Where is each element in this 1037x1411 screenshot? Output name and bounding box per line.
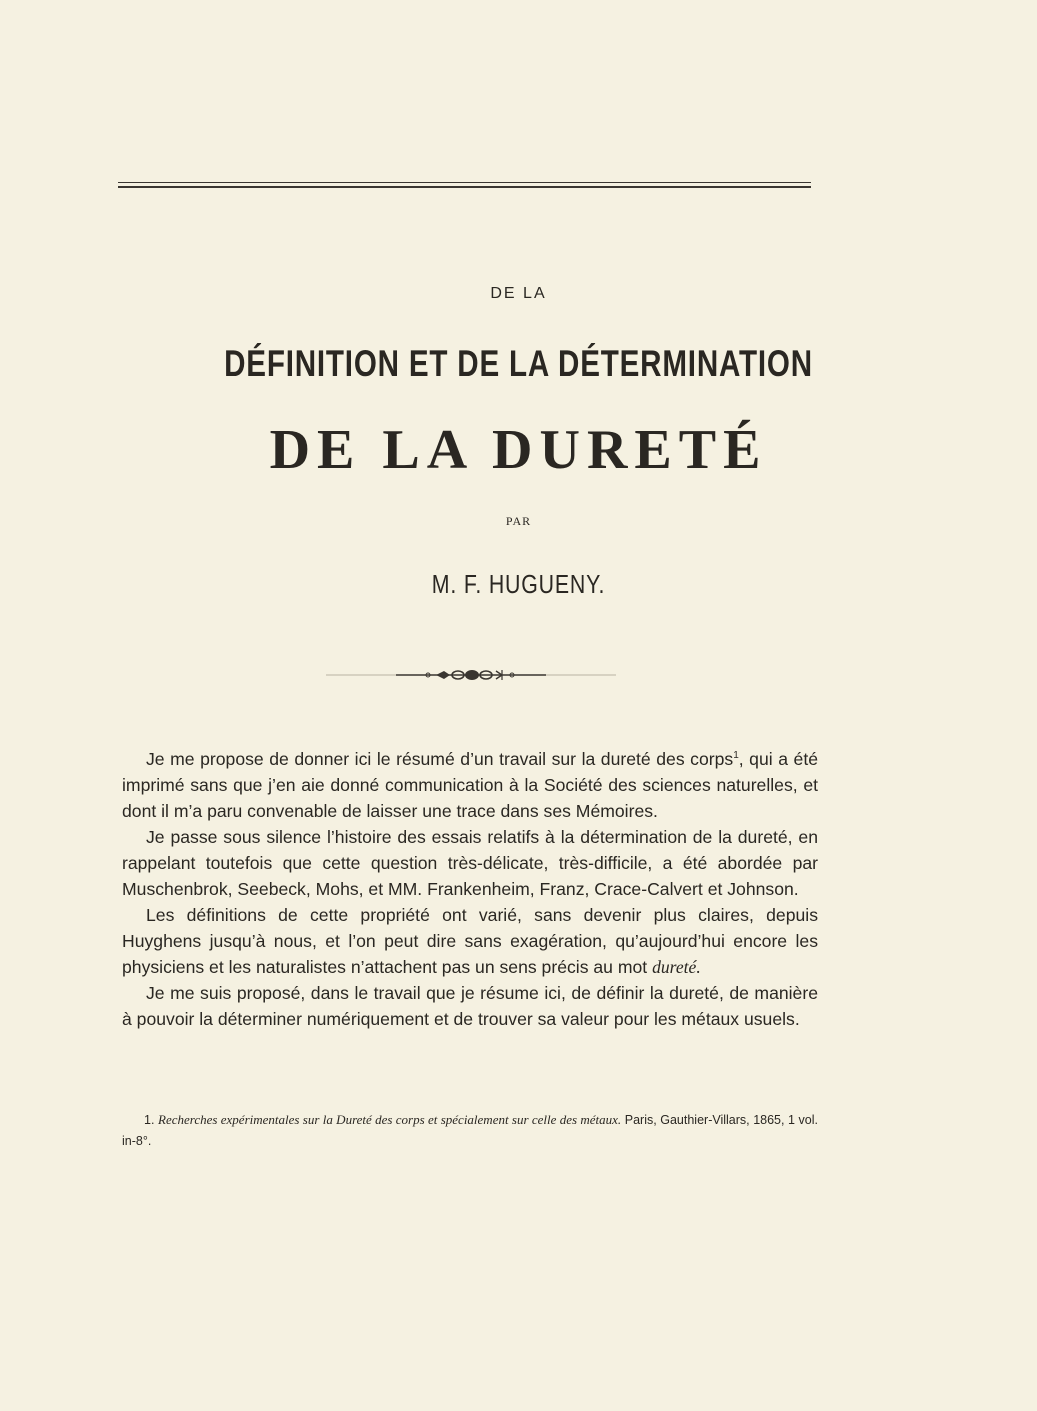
ornament-divider-icon: [326, 668, 616, 682]
body-text: [122, 746, 818, 1032]
footnote-title: Recherches expérimentales sur la Dureté des corps et spécialement sur celle des métaux.: [158, 1112, 622, 1127]
author-name: M. F. HUGUENY.: [431, 569, 606, 599]
pre-title: DE LA: [490, 285, 547, 302]
footnote-number: 1.: [144, 1113, 155, 1127]
paragraph-2: Je passe sous silence l’histoire des essais relatifs à la détermination de la dureté, en rappelant toutefois que cette question très-délicate, très-difficile, a été abordée par Muschenbrok, Seebeck, Mohs, et MM. Frankenheim, Franz, Crace-Calvert et Johnson.: [122, 827, 818, 899]
top-double-rule: [118, 182, 811, 188]
footnote: [122, 1109, 818, 1152]
emphasis-durete: dureté.: [652, 957, 701, 977]
title-line-2: DE LA DURETÉ: [269, 419, 768, 481]
footnote-ref: 1: [733, 750, 739, 762]
paragraph-1: Je me propose de donner ici le résumé d’un travail sur la dureté des corps$^1$, qui a été imprimé sans que j’en aie donné communication à la Société des sciences naturelles, et dont il m’a paru convenable de laisser une trace dans ses Mémoires.: [122, 749, 818, 821]
footnote-publication: Paris, Gauthier-Villars, 1865, 1 vol. in-8°.: [122, 1113, 818, 1148]
title-line-1: DÉFINITION ET DE LA DÉTERMINATION: [224, 343, 813, 384]
paragraph-3: Les définitions de cette propriété ont varié, sans devenir plus claires, depuis Huyghens jusqu’à nous, et l’on peut dire sans exagération, qu’aujourd’hui encore les physiciens et les naturalistes n’attachent pas un sens précis au mot dureté.: [122, 905, 818, 977]
by-label: PAR: [505, 514, 532, 528]
paragraph-4: Je me suis proposé, dans le travail que je résume ici, de définir la dureté, de manière à pouvoir la déterminer numériquement et de trouver sa valeur pour les métaux usuels.: [122, 983, 818, 1029]
